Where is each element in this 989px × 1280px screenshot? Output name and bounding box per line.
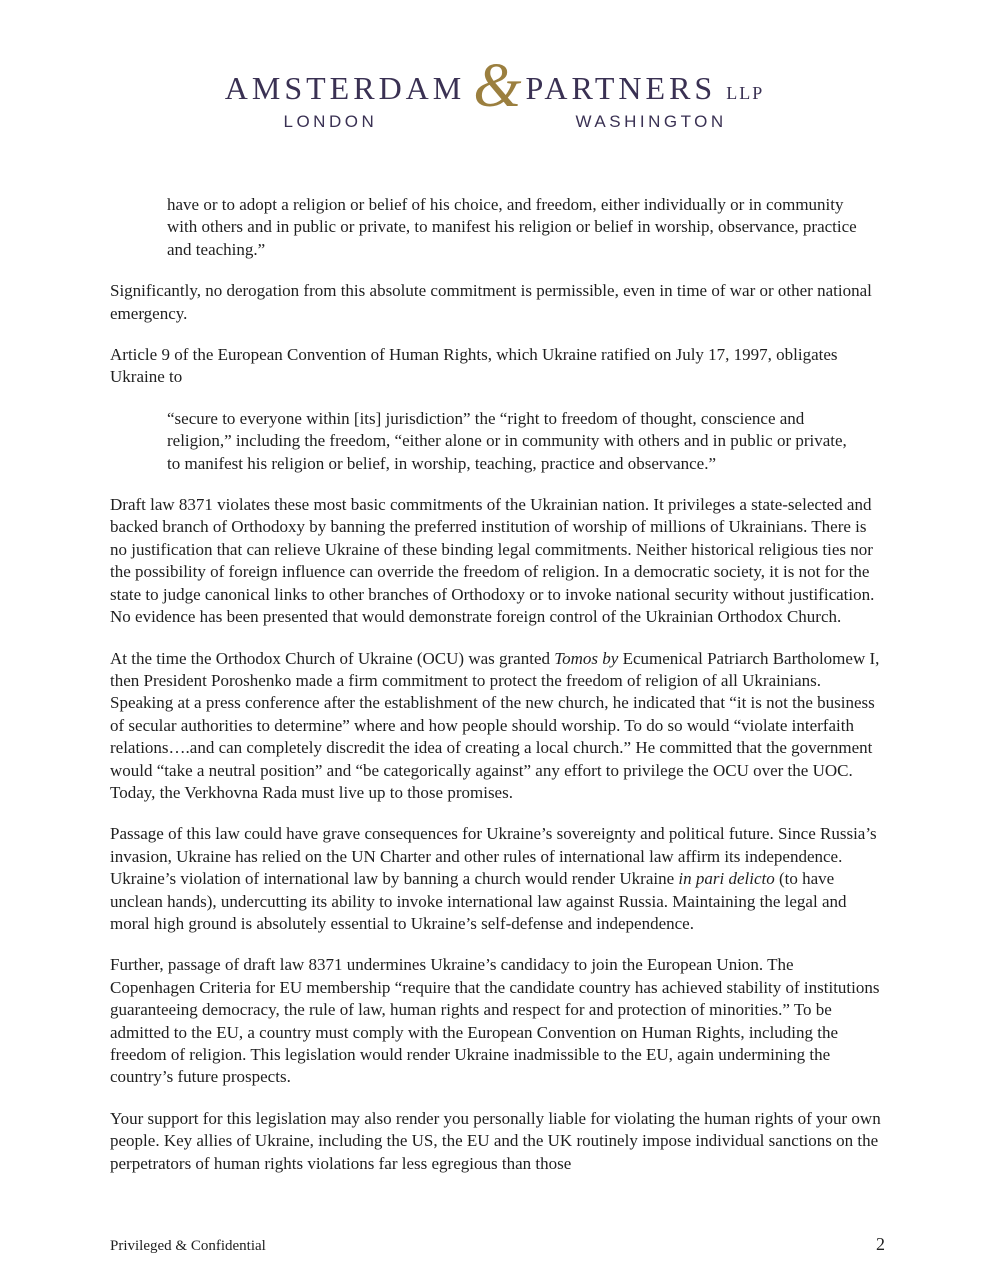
text-run: Passage of this law could have grave consequences for Ukraine’s sovereignty and political future. Since Russia’s invasion, Ukraine has relied on the UN Charter and other rules of international law affirm its independence. Ukraine’s violation of international law by banning a church would render Ukraine: [110, 824, 877, 889]
block-quote: [167, 408, 864, 475]
text-run: “secure to everyone within [its] jurisdiction” the “right to freedom of thought, conscience and religion,” including the freedom, “either alone or in community with others and in public or private, to manifest his religion or belief, in worship, teaching, practice and observance.”: [167, 408, 847, 473]
firm-name-partners: PARTNERS: [525, 70, 717, 106]
text-run: Further, passage of draft law 8371 undermines Ukraine’s candidacy to join the European Union. The Copenhagen Criteria for EU membership “require that the candidate country has achieved stability of institutions guaranteeing democracy, the rule of law, human rights and respect for and protection of minorities.” To be admitted to the EU, a country must comply with the European Convention on Human Rights, including the freedom of religion. This legislation would render Ukraine inadmissible to the EU, again undermining the country’s future prospects.: [110, 955, 880, 1087]
firm-name-amsterdam: AMSTERDAM: [224, 70, 466, 106]
text-run: At the time the Orthodox Church of Ukraine (OCU) was granted: [110, 648, 555, 668]
text-run: Your support for this legislation may also render you personally liable for violating the human rights of your own people. Key allies of Ukraine, including the US, the EU and the UK routinely impose individual sanctions on the perpetrators of human rights violations far less egregious than those: [110, 1108, 881, 1173]
paragraph: [110, 494, 882, 628]
office-locations: [200, 112, 790, 134]
page-number: 2: [876, 1234, 885, 1254]
paragraph: [110, 823, 882, 935]
firm-llp-suffix: LLP: [726, 83, 765, 103]
block-quote: [167, 194, 864, 261]
text-run: Ecumenical Patriarch Bartholomew I, then President Poroshenko made a firm commitment to protect the freedom of religion of all Ukrainians. Speaking at a press conference after the establishment of the new church, he indicated that “it is not the business of secular authorities to determine” where and how people should worship. To do so would “violate interfaith relations….and can completely discredit the idea of creating a local church.” He committed that the government would “take a neutral position” and “be categorically against” any effort to privilege the OCU over the UOC. Today, the Verkhovna Rada must live up to those promises.: [110, 648, 880, 802]
office-washington: WASHINGTON: [575, 112, 727, 131]
paragraph: [110, 648, 882, 805]
letterhead: [0, 52, 989, 134]
firm-logo: AMSTERDAM & PARTNERS LLP: [224, 52, 765, 120]
text-run: in pari delicto: [678, 869, 775, 889]
text-run: Draft law 8371 violates these most basic commitments of the Ukrainian nation. It privileges a state-selected and backed branch of Orthodoxy by banning the preferred institution of worship of millions of Ukrainians. There is no justification that can relieve Ukraine of these binding legal commitments. Neither historical religious ties nor the possibility of foreign influence can override the freedom of religion. In a democratic society, it is not for the state to judge canonical links to other branches of Orthodoxy or to invoke national security without justification. No evidence has been presented that would demonstrate foreign control of the Ukrainian Orthodox Church.: [110, 495, 875, 627]
confidentiality-notice: Privileged & Confidential: [110, 1238, 266, 1254]
document-body: [110, 194, 882, 1194]
text-run: (to have unclean hands), undercutting its ability to invoke international law against Russia. Maintaining the legal and moral high ground is absolutely essential to Ukraine’s self-defense and independence.: [110, 869, 847, 933]
paragraph: [110, 344, 882, 389]
text-run: Significantly, no derogation from this absolute commitment is permissible, even in time of war or other national emergency.: [110, 281, 872, 323]
text-run: Tomos by: [554, 648, 619, 668]
page-footer: [110, 1234, 885, 1255]
text-run: have or to adopt a religion or belief of his choice, and freedom, either individually or in community with others and in public or private, to manifest his religion or belief in worship, observance, practice and teaching.”: [167, 195, 857, 259]
office-london: LONDON: [283, 112, 378, 131]
paragraph: [110, 1108, 882, 1175]
paragraph: [110, 954, 882, 1088]
text-run: Article 9 of the European Convention of Human Rights, which Ukraine ratified on July 17, 1997, obligates Ukraine to: [110, 345, 838, 387]
paragraph: [110, 280, 882, 325]
